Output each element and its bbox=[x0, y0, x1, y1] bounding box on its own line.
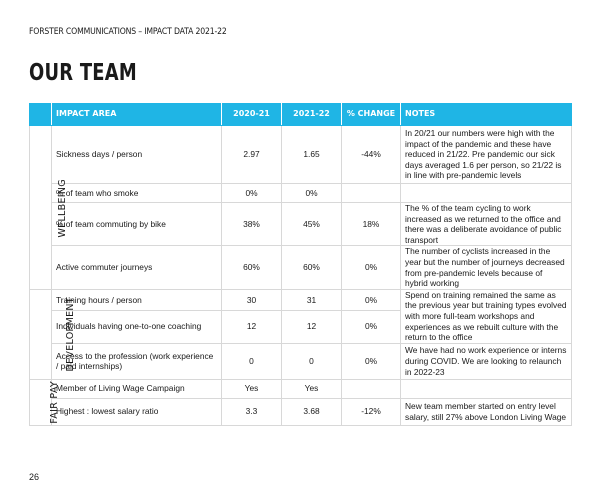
category-header bbox=[30, 104, 52, 126]
category-label-wellbeing: WELLBEING bbox=[56, 178, 68, 238]
notes-cell: In 20/21 our numbers were high with the impact of the pandemic and these have reduced in 21/22. Pre pandemic our sick days averaged 1.6 per person, so 21/22 is in line with pre-pandemic levels bbox=[401, 126, 572, 184]
value-2021-22: 3.68 bbox=[282, 398, 342, 425]
value-2021-22: 45% bbox=[282, 203, 342, 246]
table-row bbox=[30, 184, 572, 203]
impact-area-cell: Member of Living Wage Campaign bbox=[52, 379, 222, 398]
value-2020-21: 38% bbox=[222, 203, 282, 246]
column-header-2021-22: 2021-22 bbox=[282, 104, 342, 126]
table-row bbox=[30, 398, 572, 425]
value-2021-22: 60% bbox=[282, 246, 342, 289]
category-development bbox=[30, 289, 76, 379]
value-2020-21: 12 bbox=[222, 310, 282, 343]
impact-area-cell: Active commuter journeys bbox=[52, 246, 222, 289]
value-change: -12% bbox=[342, 398, 401, 425]
table-row bbox=[30, 379, 572, 398]
value-change: -44% bbox=[342, 126, 401, 184]
value-change: 0% bbox=[342, 246, 401, 289]
column-header-impact-area: IMPACT AREA bbox=[52, 104, 222, 126]
column-header-2020-21: 2020-21 bbox=[222, 104, 282, 126]
impact-table bbox=[29, 103, 572, 426]
notes-cell: We have had no work experience or interns during COVID. We are looking to relaunch in 2022-23 bbox=[401, 343, 572, 379]
page-number: 26 bbox=[29, 472, 40, 482]
value-2021-22: 1.65 bbox=[282, 126, 342, 184]
impact-area-cell: % of team who smoke bbox=[52, 184, 222, 203]
page-title: OUR TEAM bbox=[29, 60, 137, 86]
value-2020-21: 60% bbox=[222, 246, 282, 289]
impact-area-cell: % of team commuting by bike bbox=[52, 203, 222, 246]
value-change bbox=[342, 379, 401, 398]
notes-cell bbox=[401, 379, 572, 398]
impact-area-cell: Access to the profession (work experience / paid internships) bbox=[52, 343, 222, 379]
notes-cell: The number of cyclists increased in the year but the number of journeys decreased from pre-pandemic levels because of hybrid working bbox=[401, 246, 572, 289]
category-wellbeing bbox=[30, 126, 68, 290]
table-row bbox=[30, 203, 572, 246]
impact-area-cell: Training hours / person bbox=[52, 289, 222, 310]
category-label-fair-pay: FAIR PAY bbox=[49, 381, 61, 425]
value-2021-22: 0% bbox=[282, 184, 342, 203]
notes-cell bbox=[401, 184, 572, 203]
value-2020-21: 0% bbox=[222, 184, 282, 203]
value-change: 0% bbox=[342, 289, 401, 310]
notes-cell: The % of the team cycling to work increased as we returned to the office and there was a deliberate avoidance of public transport bbox=[401, 203, 572, 246]
value-change: 18% bbox=[342, 203, 401, 246]
impact-area-cell: Sickness days / person bbox=[52, 126, 222, 184]
value-change bbox=[342, 184, 401, 203]
value-2020-21: 2.97 bbox=[222, 126, 282, 184]
notes-cell: Spend on training remained the same as the previous year but training types evolved with more full-team workshops and experiences as we rebuilt culture with the return to the office bbox=[401, 289, 572, 343]
table-row bbox=[30, 289, 572, 310]
impact-area-cell: Individuals having one-to-one coaching bbox=[52, 310, 222, 343]
table-row bbox=[30, 343, 572, 379]
value-2021-22: 31 bbox=[282, 289, 342, 310]
value-2020-21: 30 bbox=[222, 289, 282, 310]
category-fair-pay bbox=[30, 379, 61, 425]
value-2020-21: 0 bbox=[222, 343, 282, 379]
value-change: 0% bbox=[342, 343, 401, 379]
document-header: FORSTER COMMUNICATIONS – IMPACT DATA 2021-22 bbox=[29, 27, 227, 37]
value-change: 0% bbox=[342, 310, 401, 343]
table-row bbox=[30, 246, 572, 289]
value-2020-21: 3.3 bbox=[222, 398, 282, 425]
value-2021-22: 12 bbox=[282, 310, 342, 343]
value-2021-22: Yes bbox=[282, 379, 342, 398]
column-header-notes: NOTES bbox=[401, 104, 572, 126]
table-header-row bbox=[30, 104, 572, 126]
table-row bbox=[30, 126, 572, 184]
category-label-development: DEVELOPMENT bbox=[64, 297, 76, 372]
column-header-change: % CHANGE bbox=[342, 104, 401, 126]
value-2020-21: Yes bbox=[222, 379, 282, 398]
notes-cell: New team member started on entry level salary, still 27% above London Living Wage bbox=[401, 398, 572, 425]
impact-area-cell: Highest : lowest salary ratio bbox=[52, 398, 222, 425]
value-2021-22: 0 bbox=[282, 343, 342, 379]
